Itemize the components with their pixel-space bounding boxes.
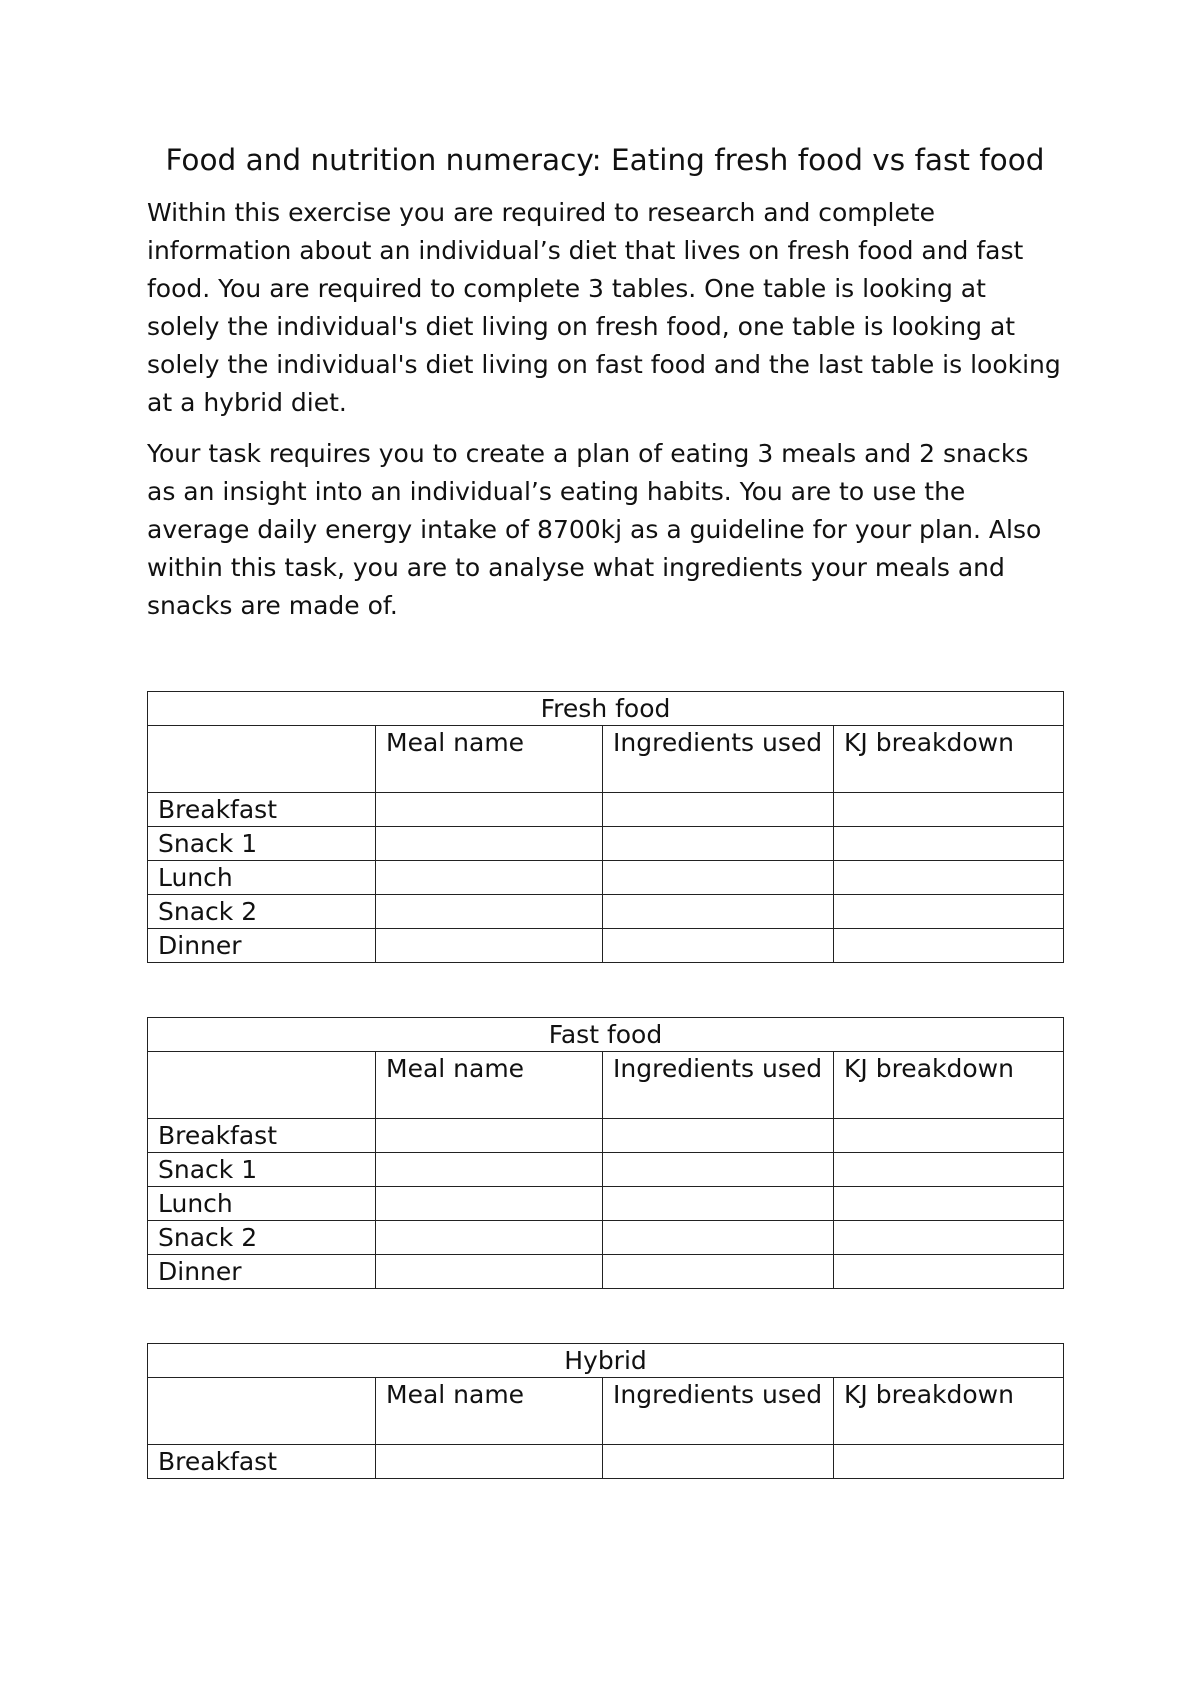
document-page	[147, 138, 1063, 1479]
meal-name-cell[interactable]	[376, 929, 603, 963]
table-header-row	[148, 726, 1064, 793]
row-label: Lunch	[148, 861, 376, 895]
table-row	[148, 1119, 1064, 1153]
table-caption-row	[148, 1018, 1064, 1052]
table-row	[148, 861, 1064, 895]
table-row	[148, 895, 1064, 929]
fresh-food-table	[147, 691, 1064, 963]
table-row	[148, 827, 1064, 861]
header-cell-blank	[148, 1052, 376, 1119]
header-cell-meal-name: Meal name	[376, 726, 603, 793]
ingredients-cell[interactable]	[603, 1255, 834, 1289]
table-row	[148, 793, 1064, 827]
intro-paragraph: Within this exercise you are required to research and complete information about an individual’s diet that lives on fresh food and fast food. You are required to complete 3 tables. One table is looking at solely the individual's diet living on fresh food, one table is looking at solely the individual's diet living on fast food and the last table is looking at a hybrid diet.	[147, 198, 1061, 417]
ingredients-cell[interactable]	[603, 1153, 834, 1187]
meal-name-cell[interactable]	[376, 895, 603, 929]
task-paragraph: Your task requires you to create a plan of eating 3 meals and 2 snacks as an insight into an individual’s eating habits. You are to use the average daily energy intake of 8700kj as a guideline for your plan. Also within this task, you are to analyse what ingredients your meals and snacks are made of.	[147, 439, 1042, 620]
ingredients-cell[interactable]	[603, 929, 834, 963]
ingredients-cell[interactable]	[603, 895, 834, 929]
header-cell-ingredients: Ingredients used	[603, 726, 834, 793]
kj-cell[interactable]	[834, 1221, 1064, 1255]
header-cell-kj: KJ breakdown	[834, 1052, 1064, 1119]
header-cell-kj: KJ breakdown	[834, 726, 1064, 793]
kj-cell[interactable]	[834, 861, 1064, 895]
table-caption: Hybrid	[148, 1344, 1064, 1378]
meal-name-cell[interactable]	[376, 1255, 603, 1289]
header-cell-blank	[148, 1378, 376, 1445]
row-label: Dinner	[148, 929, 376, 963]
row-label: Snack 1	[148, 1153, 376, 1187]
kj-cell[interactable]	[834, 895, 1064, 929]
meal-name-cell[interactable]	[376, 1153, 603, 1187]
kj-cell[interactable]	[834, 827, 1064, 861]
table-row	[148, 1187, 1064, 1221]
table-row	[148, 1221, 1064, 1255]
ingredients-cell[interactable]	[603, 793, 834, 827]
meal-name-cell[interactable]	[376, 793, 603, 827]
hybrid-table	[147, 1343, 1064, 1479]
meal-name-cell[interactable]	[376, 1119, 603, 1153]
table-header-row	[148, 1378, 1064, 1445]
row-label: Snack 1	[148, 827, 376, 861]
ingredients-cell[interactable]	[603, 1187, 834, 1221]
meal-name-cell[interactable]	[376, 1187, 603, 1221]
header-cell-ingredients: Ingredients used	[603, 1378, 834, 1445]
table-row	[148, 1255, 1064, 1289]
fast-food-table-section	[147, 1017, 1063, 1289]
table-caption-row	[148, 1344, 1064, 1378]
ingredients-cell[interactable]	[603, 1119, 834, 1153]
header-cell-blank	[148, 726, 376, 793]
document-title: Food and nutrition numeracy: Eating fresh food vs fast food	[165, 143, 1045, 177]
table-row	[148, 929, 1064, 963]
row-label: Lunch	[148, 1187, 376, 1221]
ingredients-cell[interactable]	[603, 861, 834, 895]
meal-name-cell[interactable]	[376, 827, 603, 861]
kj-cell[interactable]	[834, 793, 1064, 827]
row-label: Snack 2	[148, 895, 376, 929]
table-caption-row	[148, 692, 1064, 726]
table-caption: Fast food	[148, 1018, 1064, 1052]
meal-name-cell[interactable]	[376, 1221, 603, 1255]
ingredients-cell[interactable]	[603, 1221, 834, 1255]
row-label: Snack 2	[148, 1221, 376, 1255]
header-cell-ingredients: Ingredients used	[603, 1052, 834, 1119]
table-row	[148, 1153, 1064, 1187]
meal-name-cell[interactable]	[376, 861, 603, 895]
header-cell-kj: KJ breakdown	[834, 1378, 1064, 1445]
row-label: Breakfast	[148, 793, 376, 827]
table-header-row	[148, 1052, 1064, 1119]
hybrid-table-section	[147, 1343, 1063, 1479]
ingredients-cell[interactable]	[603, 827, 834, 861]
header-cell-meal-name: Meal name	[376, 1378, 603, 1445]
kj-cell[interactable]	[834, 1119, 1064, 1153]
header-cell-meal-name: Meal name	[376, 1052, 603, 1119]
fresh-food-table-section	[147, 691, 1063, 963]
kj-cell[interactable]	[834, 929, 1064, 963]
kj-cell[interactable]	[834, 1445, 1064, 1479]
row-label: Breakfast	[148, 1119, 376, 1153]
fast-food-table	[147, 1017, 1064, 1289]
kj-cell[interactable]	[834, 1187, 1064, 1221]
table-caption: Fresh food	[148, 692, 1064, 726]
meal-name-cell[interactable]	[376, 1445, 603, 1479]
kj-cell[interactable]	[834, 1255, 1064, 1289]
row-label: Breakfast	[148, 1445, 376, 1479]
ingredients-cell[interactable]	[603, 1445, 834, 1479]
row-label: Dinner	[148, 1255, 376, 1289]
kj-cell[interactable]	[834, 1153, 1064, 1187]
table-row	[148, 1445, 1064, 1479]
